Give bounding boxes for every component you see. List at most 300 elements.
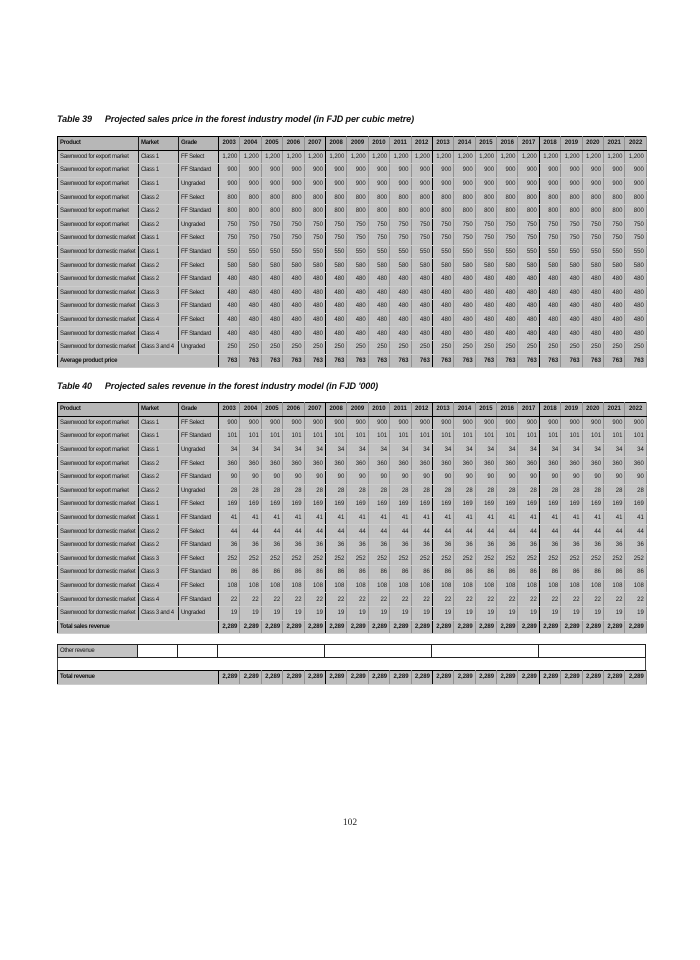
grade-cell: FF Select [179, 191, 219, 205]
grade-cell: FF Standard [179, 430, 219, 444]
value-cell: 44 [219, 525, 240, 539]
table-row [58, 484, 647, 498]
value-cell: 580 [368, 259, 389, 273]
value-cell: 580 [304, 259, 325, 273]
value-cell: 550 [368, 245, 389, 259]
value-cell: 480 [625, 272, 646, 286]
table40-title [57, 381, 378, 391]
value-cell: 550 [411, 245, 432, 259]
value-cell: 550 [539, 245, 560, 259]
value-cell: 900 [625, 177, 646, 191]
value-cell: 19 [625, 606, 646, 620]
table-row [58, 566, 647, 580]
value-cell: 480 [261, 300, 282, 314]
year-header: 2003 [219, 137, 240, 151]
value-cell: 44 [582, 525, 603, 539]
value-cell: 480 [368, 286, 389, 300]
value-cell: 550 [582, 245, 603, 259]
other-revenue-period-cell-3 [432, 645, 539, 657]
year-header: 2007 [304, 403, 325, 417]
value-cell: 108 [604, 579, 625, 593]
value-cell: 86 [325, 566, 346, 580]
value-cell: 41 [475, 511, 496, 525]
value-cell: 86 [497, 566, 518, 580]
value-cell: 750 [561, 232, 582, 246]
total-revenue-value-cell: 2,289 [582, 671, 603, 685]
value-cell: 360 [539, 457, 560, 471]
value-cell: 550 [304, 245, 325, 259]
value-cell: 580 [261, 259, 282, 273]
value-cell: 44 [283, 525, 304, 539]
value-cell: 800 [497, 204, 518, 218]
value-cell: 90 [261, 470, 282, 484]
market-cell: Class 1 [139, 245, 179, 259]
value-cell: 750 [240, 218, 261, 232]
year-header: 2005 [261, 137, 282, 151]
table39-summary-value-cell: 763 [304, 354, 325, 368]
value-cell: 36 [368, 538, 389, 552]
total-revenue-value-cell: 2,289 [411, 671, 432, 685]
value-cell: 108 [561, 579, 582, 593]
value-cell: 1,200 [475, 150, 496, 164]
value-cell: 480 [261, 286, 282, 300]
value-cell: 19 [219, 606, 240, 620]
table39-summary-value-cell: 763 [368, 354, 389, 368]
table-row [58, 204, 647, 218]
value-cell: 86 [582, 566, 603, 580]
value-cell: 900 [261, 164, 282, 178]
product-cell: Sawnwood for domestic market [58, 525, 139, 539]
value-cell: 1,200 [368, 150, 389, 164]
value-cell: 1,200 [625, 150, 646, 164]
value-cell: 1,200 [261, 150, 282, 164]
value-cell: 252 [539, 552, 560, 566]
value-cell: 252 [325, 552, 346, 566]
value-cell: 800 [539, 204, 560, 218]
total-revenue-value-cell: 2,289 [219, 671, 240, 685]
value-cell: 900 [411, 177, 432, 191]
value-cell: 480 [304, 286, 325, 300]
value-cell: 800 [347, 191, 368, 205]
value-cell: 36 [347, 538, 368, 552]
value-cell: 1,200 [219, 150, 240, 164]
table-row [58, 286, 647, 300]
value-cell: 800 [561, 204, 582, 218]
value-cell: 28 [539, 484, 560, 498]
value-cell: 1,200 [325, 150, 346, 164]
value-cell: 480 [368, 313, 389, 327]
value-cell: 19 [604, 606, 625, 620]
table39-summary-value-cell: 763 [411, 354, 432, 368]
market-cell: Class 1 [139, 232, 179, 246]
value-cell: 101 [497, 430, 518, 444]
value-cell: 480 [475, 327, 496, 341]
value-cell: 800 [261, 204, 282, 218]
value-cell: 36 [561, 538, 582, 552]
value-cell: 86 [625, 566, 646, 580]
value-cell: 800 [432, 204, 453, 218]
value-cell: 44 [497, 525, 518, 539]
value-cell: 169 [368, 498, 389, 512]
value-cell: 750 [304, 232, 325, 246]
table39-summary-value-cell: 763 [283, 354, 304, 368]
product-cell: Sawnwood for export market [58, 218, 139, 232]
value-cell: 480 [432, 327, 453, 341]
value-cell: 800 [390, 191, 411, 205]
value-cell: 34 [304, 443, 325, 457]
value-cell: 480 [539, 300, 560, 314]
year-header: 2008 [325, 137, 346, 151]
value-cell: 250 [475, 340, 496, 354]
value-cell: 360 [390, 457, 411, 471]
value-cell: 900 [582, 177, 603, 191]
value-cell: 480 [347, 327, 368, 341]
value-cell: 252 [390, 552, 411, 566]
value-cell: 22 [561, 593, 582, 607]
table-row [58, 313, 647, 327]
value-cell: 22 [432, 593, 453, 607]
value-cell: 480 [454, 286, 475, 300]
value-cell: 900 [475, 177, 496, 191]
table-row [58, 498, 647, 512]
value-cell: 28 [561, 484, 582, 498]
year-header: 2022 [625, 137, 646, 151]
value-cell: 480 [625, 313, 646, 327]
value-cell: 480 [582, 313, 603, 327]
value-cell: 900 [368, 177, 389, 191]
market-cell: Class 1 [139, 164, 179, 178]
value-cell: 800 [240, 191, 261, 205]
value-cell: 86 [475, 566, 496, 580]
year-header: 2017 [518, 137, 539, 151]
value-cell: 86 [261, 566, 282, 580]
year-header: 2018 [539, 403, 560, 417]
product-cell: Sawnwood for export market [58, 150, 139, 164]
table40-table [57, 402, 647, 634]
value-cell: 101 [454, 430, 475, 444]
value-cell: 34 [625, 443, 646, 457]
table-row [58, 164, 647, 178]
value-cell: 900 [432, 416, 453, 430]
value-cell: 800 [454, 191, 475, 205]
value-cell: 34 [518, 443, 539, 457]
table-row [58, 416, 647, 430]
value-cell: 900 [283, 177, 304, 191]
value-cell: 750 [475, 232, 496, 246]
total-revenue-value-cell: 2,289 [390, 671, 411, 685]
value-cell: 41 [325, 511, 346, 525]
value-cell: 480 [518, 300, 539, 314]
value-cell: 480 [432, 272, 453, 286]
value-cell: 900 [561, 177, 582, 191]
value-cell: 900 [454, 177, 475, 191]
value-cell: 169 [497, 498, 518, 512]
value-cell: 108 [390, 579, 411, 593]
value-cell: 750 [432, 232, 453, 246]
value-cell: 169 [325, 498, 346, 512]
grade-cell: FF Standard [179, 300, 219, 314]
value-cell: 28 [582, 484, 603, 498]
market-cell: Class 2 [139, 272, 179, 286]
value-cell: 580 [539, 259, 560, 273]
product-cell: Sawnwood for export market [58, 457, 139, 471]
value-cell: 750 [518, 232, 539, 246]
value-cell: 41 [261, 511, 282, 525]
value-cell: 36 [475, 538, 496, 552]
value-cell: 252 [475, 552, 496, 566]
table40-summary-value-cell: 2,289 [454, 620, 475, 634]
product-cell: Sawnwood for domestic market [58, 232, 139, 246]
market-cell: Class 2 [139, 538, 179, 552]
value-cell: 22 [325, 593, 346, 607]
value-cell: 19 [368, 606, 389, 620]
table39-title-caption: Projected sales price in the forest industry model (in FJD per cubic metre) [104, 114, 414, 124]
value-cell: 28 [240, 484, 261, 498]
total-revenue-value-cell: 2,289 [432, 671, 453, 685]
value-cell: 108 [261, 579, 282, 593]
value-cell: 1,200 [283, 150, 304, 164]
market-cell: Class 4 [139, 579, 179, 593]
value-cell: 41 [304, 511, 325, 525]
value-cell: 108 [240, 579, 261, 593]
other-revenue-market-cell [138, 645, 178, 657]
value-cell: 34 [454, 443, 475, 457]
value-cell: 480 [604, 272, 625, 286]
table39-summary-value-cell: 763 [261, 354, 282, 368]
grade-cell: FF Select [179, 286, 219, 300]
value-cell: 750 [240, 232, 261, 246]
table40-summary-value-cell: 2,289 [432, 620, 453, 634]
value-cell: 28 [497, 484, 518, 498]
value-cell: 550 [561, 245, 582, 259]
product-cell: Sawnwood for domestic market [58, 327, 139, 341]
value-cell: 252 [497, 552, 518, 566]
value-cell: 900 [325, 416, 346, 430]
market-cell: Class 2 [139, 204, 179, 218]
value-cell: 580 [432, 259, 453, 273]
value-cell: 580 [411, 259, 432, 273]
value-cell: 480 [475, 272, 496, 286]
value-cell: 550 [347, 245, 368, 259]
value-cell: 86 [304, 566, 325, 580]
value-cell: 480 [219, 300, 240, 314]
value-cell: 900 [240, 164, 261, 178]
value-cell: 480 [539, 313, 560, 327]
value-cell: 580 [582, 259, 603, 273]
grade-cell: FF Select [179, 232, 219, 246]
value-cell: 169 [261, 498, 282, 512]
total-revenue-row [58, 671, 647, 685]
value-cell: 360 [304, 457, 325, 471]
value-cell: 169 [283, 498, 304, 512]
value-cell: 480 [582, 300, 603, 314]
value-cell: 360 [240, 457, 261, 471]
table40-summary-value-cell: 2,289 [582, 620, 603, 634]
product-cell: Sawnwood for domestic market [58, 286, 139, 300]
value-cell: 41 [539, 511, 560, 525]
grade-cell: FF Standard [179, 204, 219, 218]
market-cell: Class 1 [139, 150, 179, 164]
value-cell: 28 [432, 484, 453, 498]
grade-cell: FF Standard [179, 245, 219, 259]
market-cell: Class 1 [139, 498, 179, 512]
value-cell: 1,200 [240, 150, 261, 164]
value-cell: 480 [347, 313, 368, 327]
product-cell: Sawnwood for export market [58, 416, 139, 430]
grade-cell: FF Select [179, 150, 219, 164]
value-cell: 101 [604, 430, 625, 444]
value-cell: 480 [518, 327, 539, 341]
total-revenue-value-cell: 2,289 [475, 671, 496, 685]
total-revenue-value-cell: 2,289 [368, 671, 389, 685]
value-cell: 550 [432, 245, 453, 259]
value-cell: 480 [240, 313, 261, 327]
value-cell: 86 [539, 566, 560, 580]
table39-summary-value-cell: 763 [518, 354, 539, 368]
value-cell: 34 [368, 443, 389, 457]
value-cell: 900 [625, 164, 646, 178]
value-cell: 800 [283, 204, 304, 218]
year-header: 2006 [283, 403, 304, 417]
grade-cell: FF Select [179, 416, 219, 430]
value-cell: 800 [518, 191, 539, 205]
product-cell: Sawnwood for domestic market [58, 498, 139, 512]
value-cell: 750 [368, 218, 389, 232]
year-header: 2021 [604, 403, 625, 417]
col-header-product: Product [58, 137, 139, 151]
table-row [58, 177, 647, 191]
value-cell: 28 [347, 484, 368, 498]
value-cell: 480 [368, 300, 389, 314]
value-cell: 900 [304, 177, 325, 191]
value-cell: 750 [497, 218, 518, 232]
value-cell: 550 [283, 245, 304, 259]
table40-summary-label-cell: Total sales revenue [58, 620, 219, 634]
value-cell: 1,200 [347, 150, 368, 164]
value-cell: 41 [604, 511, 625, 525]
value-cell: 800 [582, 191, 603, 205]
value-cell: 108 [539, 579, 560, 593]
value-cell: 22 [582, 593, 603, 607]
value-cell: 90 [390, 470, 411, 484]
value-cell: 480 [561, 286, 582, 300]
value-cell: 1,200 [411, 150, 432, 164]
value-cell: 900 [454, 164, 475, 178]
value-cell: 108 [347, 579, 368, 593]
table39-summary-value-cell: 763 [539, 354, 560, 368]
product-cell: Sawnwood for domestic market [58, 511, 139, 525]
other-revenue-label-cell: Other revenue [58, 645, 138, 657]
value-cell: 250 [347, 340, 368, 354]
value-cell: 34 [240, 443, 261, 457]
value-cell: 101 [475, 430, 496, 444]
value-cell: 750 [261, 218, 282, 232]
value-cell: 900 [390, 177, 411, 191]
value-cell: 34 [604, 443, 625, 457]
value-cell: 480 [561, 327, 582, 341]
grade-cell: Ungraded [179, 340, 219, 354]
value-cell: 480 [347, 300, 368, 314]
value-cell: 108 [475, 579, 496, 593]
value-cell: 900 [539, 177, 560, 191]
value-cell: 580 [219, 259, 240, 273]
value-cell: 900 [219, 164, 240, 178]
value-cell: 250 [325, 340, 346, 354]
value-cell: 800 [390, 204, 411, 218]
value-cell: 101 [518, 430, 539, 444]
value-cell: 750 [325, 232, 346, 246]
table39-summary-value-cell: 763 [475, 354, 496, 368]
table40-summary-value-cell: 2,289 [390, 620, 411, 634]
table-row [58, 430, 647, 444]
value-cell: 750 [325, 218, 346, 232]
col-header-market: Market [139, 137, 179, 151]
value-cell: 1,200 [518, 150, 539, 164]
value-cell: 480 [390, 327, 411, 341]
value-cell: 480 [518, 272, 539, 286]
market-cell: Class 2 [139, 470, 179, 484]
value-cell: 41 [518, 511, 539, 525]
value-cell: 480 [539, 327, 560, 341]
value-cell: 90 [283, 470, 304, 484]
value-cell: 750 [582, 218, 603, 232]
value-cell: 360 [261, 457, 282, 471]
col-header-grade: Grade [179, 137, 219, 151]
value-cell: 250 [411, 340, 432, 354]
grade-cell: Ungraded [179, 484, 219, 498]
value-cell: 360 [219, 457, 240, 471]
year-header: 2016 [497, 137, 518, 151]
value-cell: 169 [625, 498, 646, 512]
value-cell: 250 [219, 340, 240, 354]
value-cell: 28 [261, 484, 282, 498]
value-cell: 252 [283, 552, 304, 566]
value-cell: 800 [518, 204, 539, 218]
product-cell: Sawnwood for export market [58, 470, 139, 484]
value-cell: 101 [432, 430, 453, 444]
value-cell: 550 [325, 245, 346, 259]
year-header: 2004 [240, 403, 261, 417]
product-cell: Sawnwood for domestic market [58, 313, 139, 327]
value-cell: 900 [261, 177, 282, 191]
product-cell: Sawnwood for export market [58, 164, 139, 178]
value-cell: 22 [411, 593, 432, 607]
value-cell: 480 [219, 286, 240, 300]
table40-title-caption: Projected sales revenue in the forest industry model (in FJD '000) [104, 381, 379, 391]
value-cell: 41 [283, 511, 304, 525]
value-cell: 90 [432, 470, 453, 484]
value-cell: 480 [283, 286, 304, 300]
value-cell: 250 [625, 340, 646, 354]
value-cell: 900 [604, 177, 625, 191]
value-cell: 22 [304, 593, 325, 607]
market-cell: Class 2 [139, 484, 179, 498]
value-cell: 900 [497, 416, 518, 430]
value-cell: 41 [454, 511, 475, 525]
value-cell: 252 [219, 552, 240, 566]
value-cell: 169 [304, 498, 325, 512]
year-header: 2013 [432, 403, 453, 417]
value-cell: 360 [368, 457, 389, 471]
value-cell: 480 [283, 313, 304, 327]
value-cell: 86 [368, 566, 389, 580]
table40-summary-value-cell: 2,289 [411, 620, 432, 634]
value-cell: 480 [561, 300, 582, 314]
value-cell: 86 [390, 566, 411, 580]
value-cell: 480 [325, 313, 346, 327]
table40-title-label: Table 40 [57, 381, 92, 391]
market-cell: Class 3 and 4 [139, 606, 179, 620]
